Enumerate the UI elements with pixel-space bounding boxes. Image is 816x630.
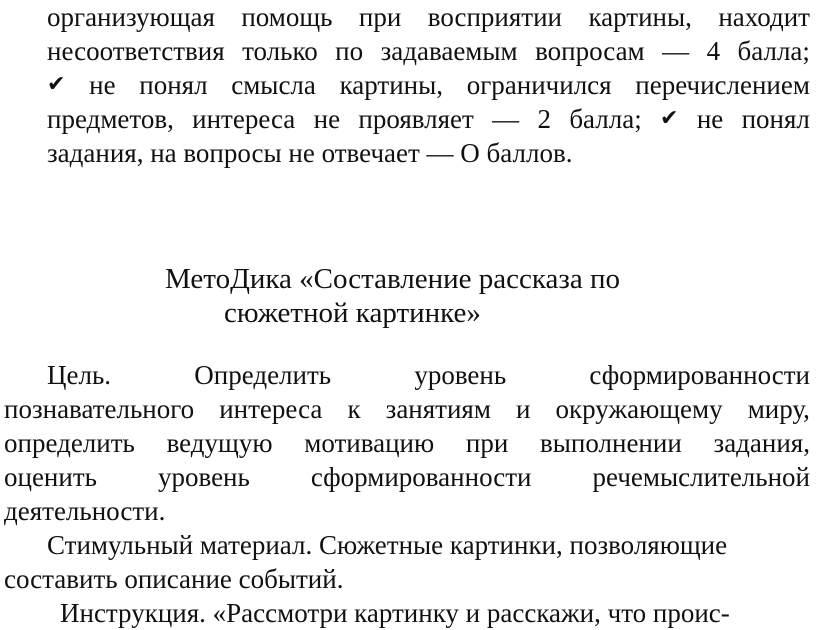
word: выполнении	[540, 428, 682, 458]
text-line	[47, 358, 810, 392]
heading-line: МетоДика «Составление рассказа по	[165, 263, 621, 295]
text-line	[47, 136, 572, 170]
word: оценить	[4, 462, 97, 492]
word: Определить	[194, 360, 332, 390]
word: не	[696, 104, 724, 134]
word: к	[347, 394, 361, 424]
word: определить	[4, 428, 135, 458]
word: Цель.	[47, 360, 112, 390]
word: интереса	[219, 394, 323, 424]
text-line	[4, 494, 165, 528]
word: интереса	[192, 104, 296, 134]
word: уровень	[157, 462, 250, 492]
text-line	[47, 528, 727, 562]
word: —	[662, 36, 690, 66]
word: вопросам	[535, 36, 645, 66]
word: при	[358, 2, 402, 32]
word: перечислением	[635, 70, 810, 100]
text-span: Стимульный материал. Сюжетные картинки, позволяющие	[47, 530, 728, 560]
check-mark-icon: ✔	[47, 72, 66, 97]
word: —	[492, 104, 520, 134]
word: при	[465, 428, 509, 458]
word: помощь	[241, 2, 333, 32]
text-span: составить описание событий.	[4, 564, 344, 594]
word: сформированности	[589, 360, 810, 390]
word: по	[335, 36, 364, 66]
word: миру,	[747, 394, 810, 424]
word: не	[89, 70, 116, 100]
word: окружающему	[555, 394, 723, 424]
text-line	[47, 102, 810, 136]
word: балла;	[737, 36, 810, 66]
word: организующая	[47, 2, 215, 32]
word: мотивацию	[304, 428, 435, 458]
word: понял	[741, 104, 810, 134]
word: предметов,	[47, 104, 174, 134]
text-span: деятельности.	[4, 496, 166, 526]
word: находит	[718, 2, 810, 32]
text-line	[4, 562, 343, 596]
section-heading	[224, 296, 481, 330]
text-line	[47, 0, 810, 34]
word: познавательного	[4, 394, 195, 424]
text-line	[47, 68, 810, 102]
word: 4	[706, 36, 721, 66]
text-line	[4, 426, 810, 460]
word: только	[242, 36, 318, 66]
word: восприятии	[427, 2, 563, 32]
word: несоответствия	[47, 36, 225, 66]
word: задания,	[713, 428, 810, 458]
text-line	[47, 34, 810, 68]
heading-line: сюжетной картинке»	[224, 297, 481, 329]
word: сформированности	[310, 462, 532, 492]
text-span: задания, на вопросы не отвечает — О баллов.	[47, 138, 573, 168]
word: понял	[139, 70, 208, 100]
word: уровень	[414, 360, 507, 390]
text-line	[4, 392, 810, 426]
text-line	[4, 460, 810, 494]
word: ведущую	[166, 428, 273, 458]
word: балла;	[569, 104, 642, 134]
section-heading	[165, 262, 620, 296]
text-span: Инструкция. «Рассмотри картинку и расскажи, что проис-	[60, 598, 730, 628]
word: и	[516, 394, 531, 424]
word: занятиям	[385, 394, 491, 424]
word: картины,	[339, 70, 444, 100]
word: задаваемым	[380, 36, 518, 66]
word: проявляет	[358, 104, 474, 134]
word: смысла	[231, 70, 316, 100]
word: речемыслительной	[592, 462, 810, 492]
check-mark-icon: ✔	[660, 106, 679, 131]
word: ограничился	[466, 70, 612, 100]
word: картины,	[588, 2, 692, 32]
word: не	[313, 104, 341, 134]
word: 2	[537, 104, 551, 134]
